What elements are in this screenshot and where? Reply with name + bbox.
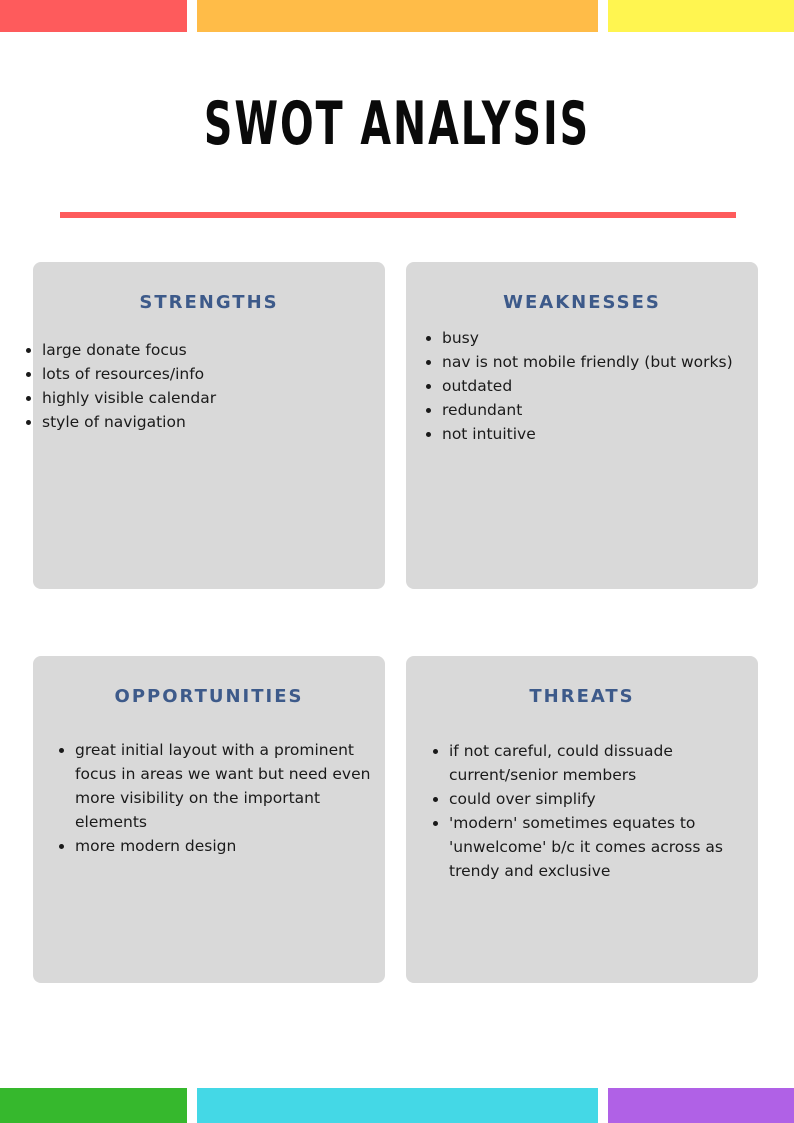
list-item: • nav is not mobile friendly (but works): [442, 350, 762, 374]
bottom-color-bar-purple: [608, 1088, 794, 1123]
opportunities-heading: OPPORTUNITIES: [114, 686, 304, 707]
list-item: • great initial layout with a prominent focus in areas we want but need even more visibility on the important elements: [75, 738, 385, 834]
list-item: • lots of resources/info: [42, 362, 342, 386]
strengths-list: [24, 338, 342, 434]
threats-heading: THREATS: [529, 686, 635, 707]
strengths-heading: STRENGTHS: [139, 292, 279, 313]
list-item: • outdated: [442, 374, 762, 398]
page-title: SWOT ANALYSIS: [203, 89, 591, 159]
top-color-bar-orange: [197, 0, 598, 32]
list-item: • large donate focus: [42, 338, 342, 362]
list-item: • if not careful, could dissuade current/senior members: [449, 739, 749, 787]
list-item: • busy: [442, 326, 762, 350]
opportunities-list: [57, 738, 385, 858]
list-item: • more modern design: [75, 834, 385, 858]
threats-list: [431, 739, 749, 883]
bottom-color-bar-green: [0, 1088, 187, 1123]
list-item: • redundant: [442, 398, 762, 422]
bottom-color-bar-cyan: [197, 1088, 598, 1123]
title-divider: [60, 212, 736, 218]
top-color-bar-red: [0, 0, 187, 32]
top-color-bar-yellow: [608, 0, 794, 32]
list-item: • not intuitive: [442, 422, 762, 446]
list-item: • highly visible calendar: [42, 386, 342, 410]
weaknesses-heading: WEAKNESSES: [503, 292, 661, 313]
list-item: • could over simplify: [449, 787, 749, 811]
list-item: • style of navigation: [42, 410, 342, 434]
list-item: • 'modern' sometimes equates to 'unwelcome' b/c it comes across as trendy and exclusive: [449, 811, 749, 883]
weaknesses-list: [424, 326, 762, 446]
